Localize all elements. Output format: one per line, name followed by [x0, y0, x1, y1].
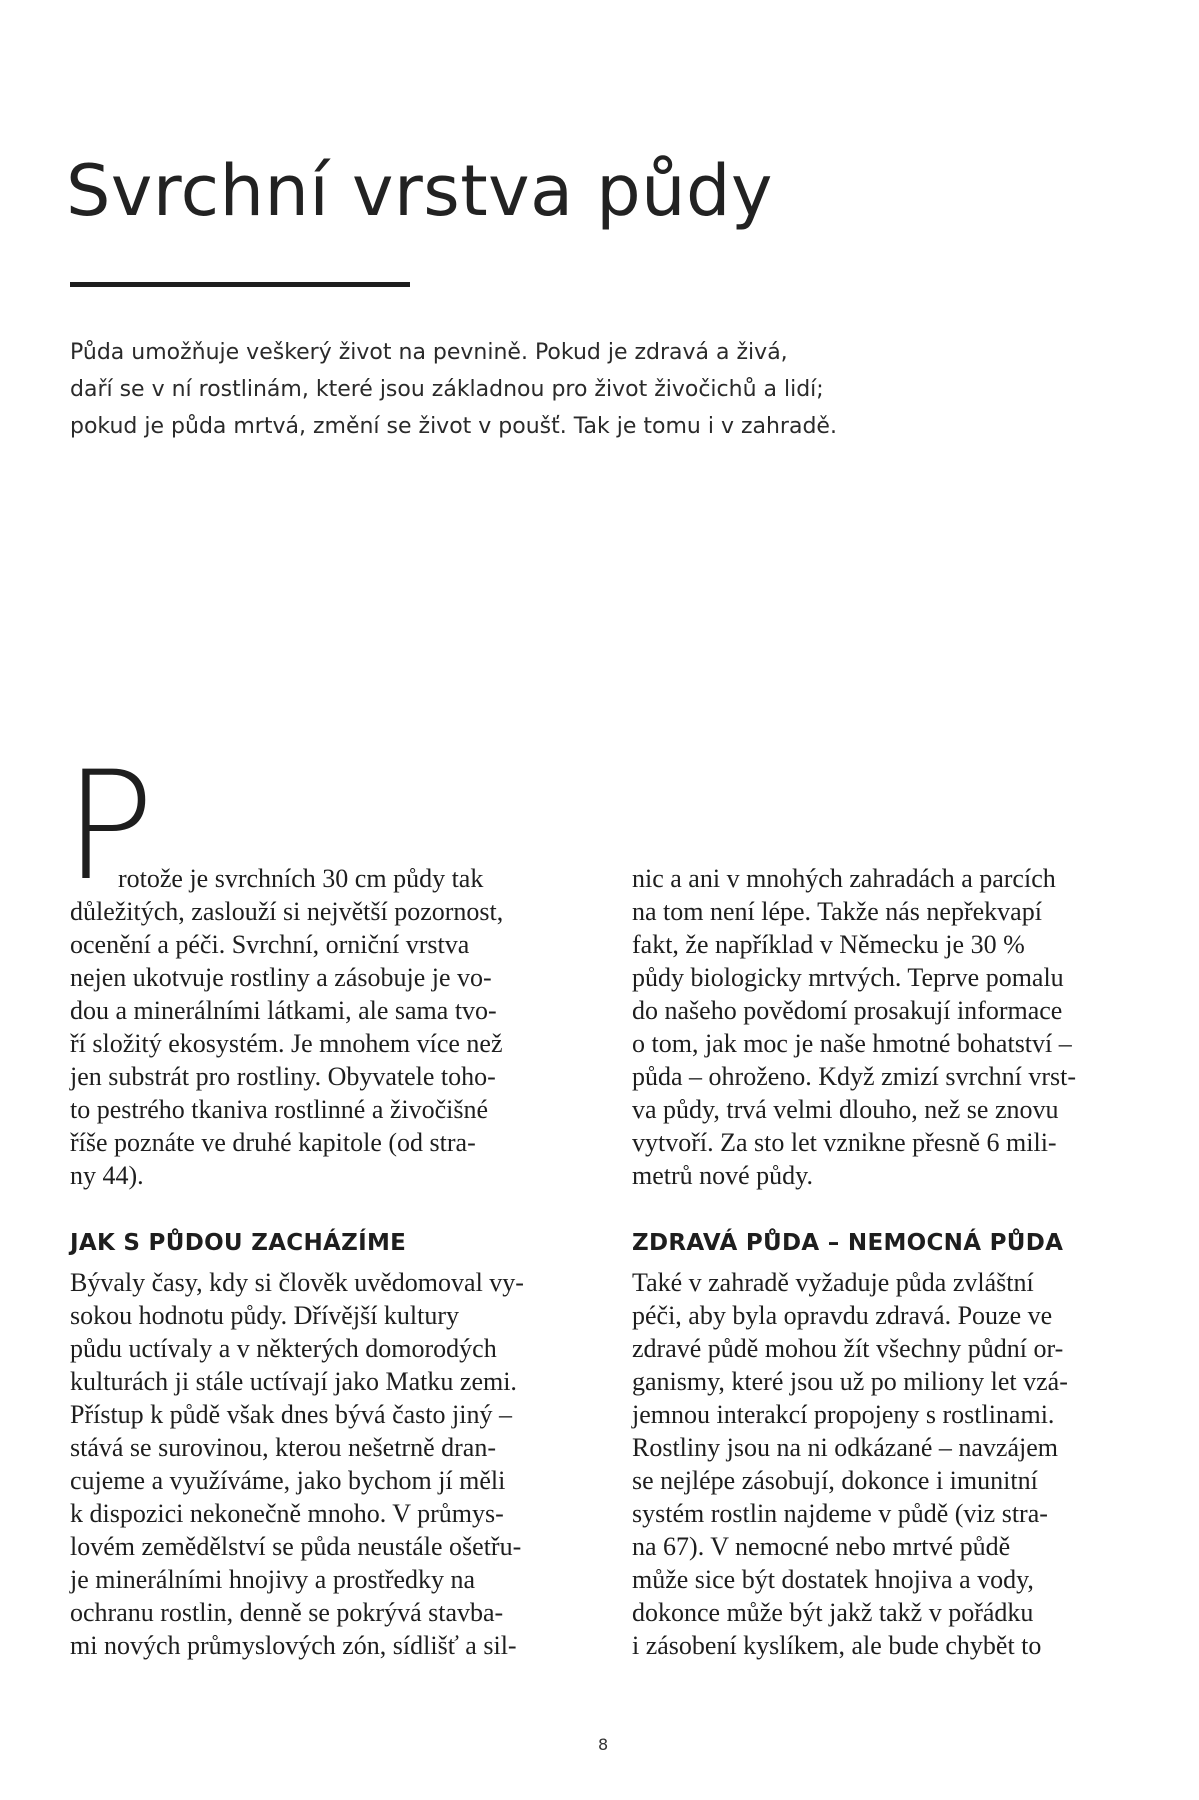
text-line: péči, aby byla opravdu zdravá. Pouze ve	[632, 1301, 1053, 1330]
right-column-paragraph	[632, 862, 1152, 1192]
text-line: ří složitý ekosystém. Je mnohem více než	[70, 1029, 503, 1058]
text-line: rotože je svrchních 30 cm půdy tak	[118, 864, 484, 893]
text-line: i zásobení kyslíkem, ale bude chybět to	[632, 1631, 1042, 1660]
text-line: dou a minerálními látkami, ale sama tvo-	[70, 996, 497, 1025]
text-line: mi nových průmyslových zón, sídlišť a sil-	[70, 1631, 517, 1660]
text-line: nic a ani v mnohých zahradách a parcích	[632, 864, 1056, 893]
text-line: va půdy, trvá velmi dlouho, než se znovu	[632, 1095, 1059, 1124]
text-line: kulturách ji stále uctívají jako Matku zemi.	[70, 1367, 517, 1396]
text-line: systém rostlin najdeme v půdě (viz stra-	[632, 1499, 1048, 1528]
section-heading-left: JAK S PŮDOU ZACHÁZÍME	[70, 1230, 407, 1256]
page-number: 8	[598, 1735, 609, 1754]
text-line: sokou hodnotu půdy. Dřívější kultury	[70, 1301, 460, 1330]
intro-paragraph	[70, 334, 950, 445]
text-line: na tom není lépe. Takže nás nepřekvapí	[632, 897, 1042, 926]
text-line: metrů nové půdy.	[632, 1161, 813, 1190]
left-column-body	[70, 1266, 580, 1662]
text-line: ocenění a péči. Svrchní, orniční vrstva	[70, 930, 470, 959]
text-line: dokonce může být jakž takž v pořádku	[632, 1598, 1034, 1627]
text-line: ganismy, které jsou už po miliony let vzá-	[632, 1367, 1068, 1396]
text-line: může sice být dostatek hnojiva a vody,	[632, 1565, 1034, 1594]
title-underline	[70, 282, 410, 287]
text-line: o tom, jak moc je naše hmotné bohatství –	[632, 1029, 1072, 1058]
text-line: půda – ohroženo. Když zmizí svrchní vrst-	[632, 1062, 1077, 1091]
text-line: Rostliny jsou na ni odkázané – navzájem	[632, 1433, 1059, 1462]
text-line: nejen ukotvuje rostliny a zásobuje je vo-	[70, 963, 492, 992]
text-line: Přístup k půdě však dnes bývá často jiný –	[70, 1400, 512, 1429]
text-line: to pestrého tkaniva rostlinné a živočišné	[70, 1095, 489, 1124]
text-line: Také v zahradě vyžaduje půda zvláštní	[632, 1268, 1034, 1297]
text-line: jemnou interakcí propojeny s rostlinami.	[632, 1400, 1055, 1429]
text-line: zdravé půdě mohou žít všechny půdní or-	[632, 1334, 1064, 1363]
text-line: lovém zemědělství se půda neustále ošetřu-	[70, 1532, 522, 1561]
text-line: jen substrát pro rostliny. Obyvatele toho-	[70, 1062, 496, 1091]
text-line: půdu uctívaly a v některých domorodých	[70, 1334, 497, 1363]
text-line: fakt, že například v Německu je 30 %	[632, 930, 1025, 959]
intro-line: pokud je půda mrtvá, změní se život v poušť. Tak je tomu i v zahradě.	[70, 414, 837, 439]
text-line: do našeho povědomí prosakují informace	[632, 996, 1063, 1025]
text-line: stává se surovinou, kterou nešetrně dran-	[70, 1433, 496, 1462]
intro-line: daří se v ní rostlinám, které jsou základnou pro život živočichů a lidí;	[70, 377, 824, 402]
text-line: půdy biologicky mrtvých. Teprve pomalu	[632, 963, 1064, 992]
text-line: je minerálními hnojivy a prostředky na	[70, 1565, 476, 1594]
right-column-body	[632, 1266, 1152, 1662]
text-line: Bývaly časy, kdy si člověk uvědomoval vy-	[70, 1268, 524, 1297]
intro-line: Půda umožňuje veškerý život na pevnině. Pokud je zdravá a živá,	[70, 340, 788, 365]
section-heading-right: ZDRAVÁ PŮDA – NEMOCNÁ PŮDA	[632, 1230, 1064, 1256]
text-line: vytvoří. Za sto let vznikne přesně 6 mili-	[632, 1128, 1057, 1157]
text-line: se nejlépe zásobují, dokonce i imunitní	[632, 1466, 1038, 1495]
text-line: na 67). V nemocné nebo mrtvé půdě	[632, 1532, 1011, 1561]
text-line: cujeme a využíváme, jako bychom jí měli	[70, 1466, 506, 1495]
text-line: k dispozici nekonečně mnoho. V průmys-	[70, 1499, 504, 1528]
page-title: Svrchní vrstva půdy	[66, 150, 773, 232]
text-line: ny 44).	[70, 1161, 144, 1190]
left-column-paragraph	[70, 862, 580, 1192]
text-line: důležitých, zaslouží si největší pozornost,	[70, 897, 504, 926]
text-line: ochranu rostlin, denně se pokrývá stavba-	[70, 1598, 504, 1627]
drop-cap: P	[64, 740, 155, 914]
text-line: říše poznáte ve druhé kapitole (od stra-	[70, 1128, 476, 1157]
